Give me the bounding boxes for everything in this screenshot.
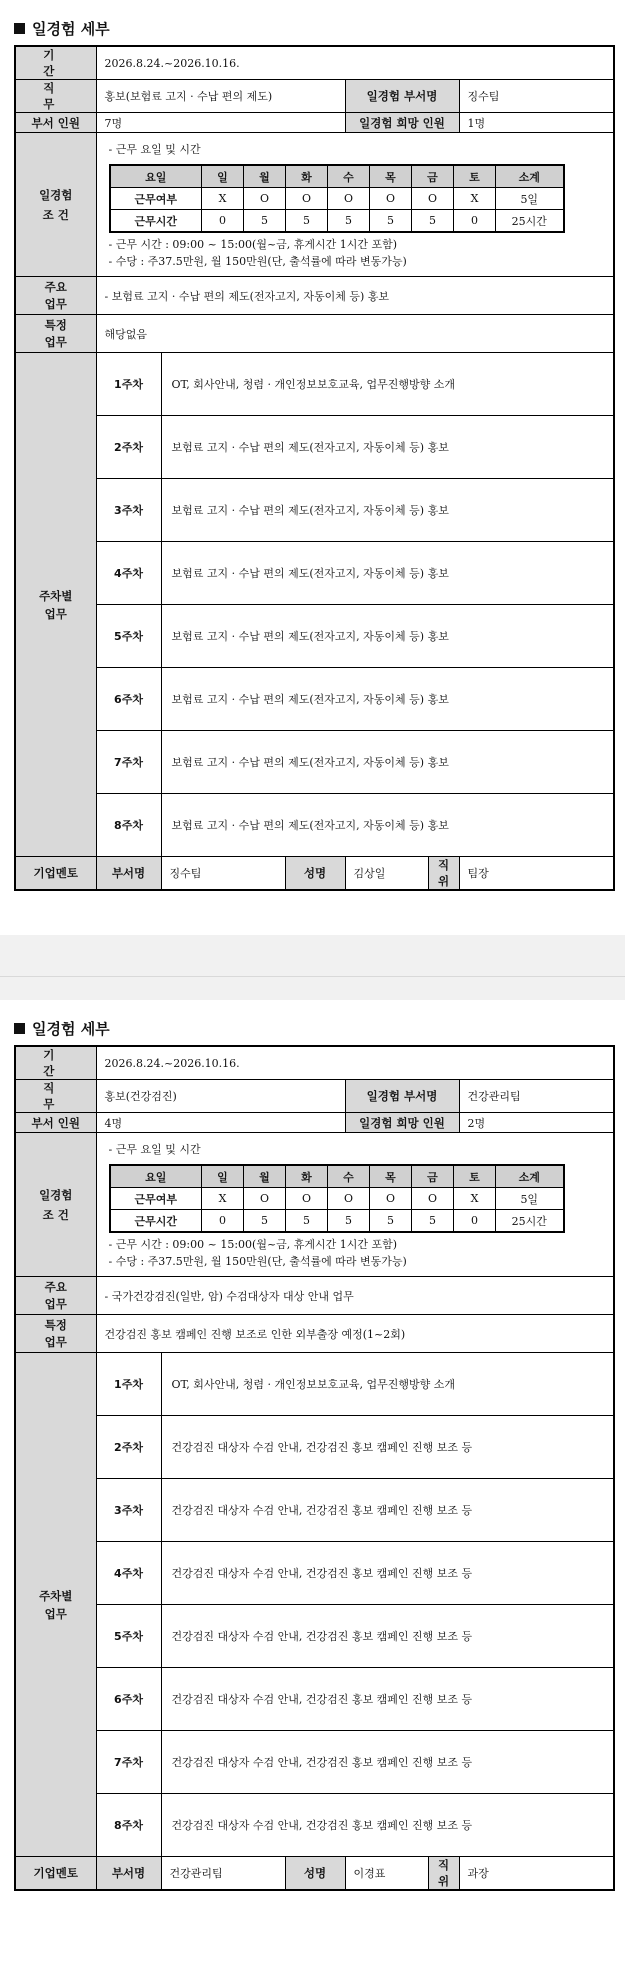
work-cell: O <box>370 1188 412 1210</box>
hope-count-label: 일경험 희망 인원 <box>345 1113 459 1133</box>
staff-row <box>15 113 614 133</box>
schedule-header: 금 <box>412 165 454 188</box>
mentor-row <box>15 1857 614 1891</box>
condition-note: - 수당 : 주37.5만원, 월 150만원(단, 출석률에 따라 변동가능) <box>108 1255 407 1268</box>
dept-staff-value: 4명 <box>96 1113 345 1133</box>
work-experience-table <box>14 1045 615 1891</box>
work-cell: O <box>328 188 370 210</box>
condition-label: 일경험 조 건 <box>15 1133 96 1277</box>
schedule-work-row <box>110 188 564 210</box>
mentor-name-value: 이경표 <box>345 1857 428 1891</box>
week-row <box>15 794 614 857</box>
mentor-name-label: 성명 <box>285 1857 345 1891</box>
work-cell: X <box>454 188 496 210</box>
mentor-label: 기업멘토 <box>15 857 96 891</box>
week-task: 건강검진 대상자 수검 안내, 건강검진 홍보 캠페인 진행 보조 등 <box>161 1479 614 1542</box>
hope-count-label: 일경험 희망 인원 <box>345 113 459 133</box>
mentor-dept-value: 건강관리팀 <box>161 1857 285 1891</box>
main-task-value: - 보험료 고지 · 수납 편의 제도(전자고지, 자동이체 등) 홍보 <box>96 277 614 315</box>
hours-cell: 5 <box>244 1210 286 1233</box>
staff-row <box>15 1113 614 1133</box>
work-schedule-table <box>109 1164 565 1233</box>
schedule-header: 수 <box>328 1165 370 1188</box>
schedule-hours-row <box>110 1210 564 1233</box>
hope-count-value: 2명 <box>459 1113 614 1133</box>
work-cell: O <box>412 188 454 210</box>
week-row <box>15 416 614 479</box>
special-task-value: 해당없음 <box>96 315 614 353</box>
work-cell: X <box>202 1188 244 1210</box>
mentor-row <box>15 857 614 891</box>
week-task: 보험료 고지 · 수납 편의 제도(전자고지, 자동이체 등) 홍보 <box>161 605 614 668</box>
weekly-task-label: 주차별 업무 <box>15 353 96 857</box>
schedule-header: 금 <box>412 1165 454 1188</box>
week-task: 보험료 고지 · 수납 편의 제도(전자고지, 자동이체 등) 홍보 <box>161 542 614 605</box>
work-cell: O <box>412 1188 454 1210</box>
hours-row-label: 근무시간 <box>110 1210 202 1233</box>
condition-note: - 수당 : 주37.5만원, 월 150만원(단, 출석률에 따라 변동가능) <box>108 255 407 268</box>
dept-name-value: 징수팀 <box>459 80 614 113</box>
schedule-header-row <box>110 165 564 188</box>
week-task: 보험료 고지 · 수납 편의 제도(전자고지, 자동이체 등) 홍보 <box>161 668 614 731</box>
week-label: 3주차 <box>96 479 161 542</box>
special-task-label: 특정 업무 <box>15 1315 96 1353</box>
week-task: 보험료 고지 · 수납 편의 제도(전자고지, 자동이체 등) 홍보 <box>161 794 614 857</box>
special-task-value: 건강검진 홍보 캠페인 진행 보조로 인한 외부출장 예정(1~2회) <box>96 1315 614 1353</box>
week-task: 건강검진 대상자 수검 안내, 건강검진 홍보 캠페인 진행 보조 등 <box>161 1542 614 1605</box>
duty-value: 홍보(건강검진) <box>96 1080 345 1113</box>
hours-row-label: 근무시간 <box>110 210 202 233</box>
section-heading-text: 일경험 세부 <box>32 20 110 38</box>
mentor-dept-value: 징수팀 <box>161 857 285 891</box>
week-row <box>15 1605 614 1668</box>
week-label: 7주차 <box>96 731 161 794</box>
week-label: 6주차 <box>96 668 161 731</box>
dept-name-label: 일경험 부서명 <box>345 1080 459 1113</box>
schedule-header: 일 <box>202 165 244 188</box>
schedule-header: 목 <box>370 1165 412 1188</box>
main-task-label: 주요 업무 <box>15 277 96 315</box>
week-task: 건강검진 대상자 수검 안내, 건강검진 홍보 캠페인 진행 보조 등 <box>161 1731 614 1794</box>
hours-cell: 25시간 <box>496 210 564 233</box>
schedule-header: 토 <box>454 1165 496 1188</box>
schedule-header: 일 <box>202 1165 244 1188</box>
mentor-dept-label: 부서명 <box>96 857 161 891</box>
hours-cell: 5 <box>412 210 454 233</box>
hours-cell: 0 <box>202 1210 244 1233</box>
duty-label: 직 무 <box>15 80 96 113</box>
mentor-name-value: 김상일 <box>345 857 428 891</box>
period-value: 2026.8.24.~2026.10.16. <box>96 46 614 80</box>
week-row <box>15 1731 614 1794</box>
dept-name-label: 일경험 부서명 <box>345 80 459 113</box>
week-task: 건강검진 대상자 수검 안내, 건강검진 홍보 캠페인 진행 보조 등 <box>161 1794 614 1857</box>
dept-staff-label: 부서 인원 <box>15 113 96 133</box>
mentor-position-value: 과장 <box>459 1857 614 1891</box>
weekly-task-label: 주차별 업무 <box>15 1353 96 1857</box>
week-label: 1주차 <box>96 353 161 416</box>
mentor-name-label: 성명 <box>285 857 345 891</box>
section-heading <box>14 18 110 39</box>
schedule-header: 소계 <box>496 165 564 188</box>
week-label: 2주차 <box>96 416 161 479</box>
special-task-row <box>15 1315 614 1353</box>
condition-cell <box>96 1133 614 1277</box>
week-row <box>15 353 614 416</box>
week-row <box>15 1668 614 1731</box>
schedule-header: 화 <box>286 165 328 188</box>
week-row <box>15 605 614 668</box>
schedule-header: 월 <box>244 1165 286 1188</box>
condition-row <box>15 1133 614 1277</box>
hours-cell: 5 <box>370 1210 412 1233</box>
condition-row <box>15 133 614 277</box>
duty-row <box>15 80 614 113</box>
schedule-header: 토 <box>454 165 496 188</box>
section-heading-text: 일경험 세부 <box>32 1020 110 1038</box>
schedule-header-row <box>110 1165 564 1188</box>
week-task: OT, 회사안내, 청렴 · 개인정보보호교육, 업무진행방향 소개 <box>161 353 614 416</box>
condition-label: 일경험 조 건 <box>15 133 96 277</box>
condition-note: - 근무 시간 : 09:00 ~ 15:00(월~금, 휴게시간 1시간 포함) <box>108 238 398 251</box>
work-schedule-table <box>109 164 565 233</box>
week-label: 4주차 <box>96 542 161 605</box>
work-cell: O <box>286 1188 328 1210</box>
schedule-header: 화 <box>286 1165 328 1188</box>
hours-cell: 0 <box>202 210 244 233</box>
work-experience-table <box>14 45 615 891</box>
main-task-row <box>15 277 614 315</box>
document-page-2 <box>0 1000 625 1973</box>
week-task: 건강검진 대상자 수검 안내, 건강검진 홍보 캠페인 진행 보조 등 <box>161 1416 614 1479</box>
work-row-label: 근무여부 <box>110 188 202 210</box>
hours-cell: 5 <box>412 1210 454 1233</box>
duty-row <box>15 1080 614 1113</box>
duty-value: 홍보(보험료 고지 · 수납 편의 제도) <box>96 80 345 113</box>
week-task: 보험료 고지 · 수납 편의 제도(전자고지, 자동이체 등) 홍보 <box>161 731 614 794</box>
schedule-header: 요일 <box>110 1165 202 1188</box>
week-label: 8주차 <box>96 1794 161 1857</box>
work-cell: X <box>454 1188 496 1210</box>
week-task: 건강검진 대상자 수검 안내, 건강검진 홍보 캠페인 진행 보조 등 <box>161 1668 614 1731</box>
week-label: 2주차 <box>96 1416 161 1479</box>
special-task-row <box>15 315 614 353</box>
main-task-label: 주요 업무 <box>15 1277 96 1315</box>
week-label: 1주차 <box>96 1353 161 1416</box>
schedule-header: 요일 <box>110 165 202 188</box>
week-row <box>15 1479 614 1542</box>
week-label: 3주차 <box>96 1479 161 1542</box>
condition-intro: - 근무 요일 및 시간 <box>108 1143 201 1156</box>
hours-cell: 5 <box>286 210 328 233</box>
work-cell: X <box>202 188 244 210</box>
hours-cell: 5 <box>328 1210 370 1233</box>
week-label: 5주차 <box>96 605 161 668</box>
mentor-label: 기업멘토 <box>15 1857 96 1891</box>
work-cell: O <box>286 188 328 210</box>
period-label: 기 간 <box>15 1046 96 1080</box>
week-task: 보험료 고지 · 수납 편의 제도(전자고지, 자동이체 등) 홍보 <box>161 416 614 479</box>
week-label: 8주차 <box>96 794 161 857</box>
schedule-work-row <box>110 1188 564 1210</box>
separator-line <box>0 976 625 977</box>
week-task: OT, 회사안내, 청렴 · 개인정보보호교육, 업무진행방향 소개 <box>161 1353 614 1416</box>
work-row-label: 근무여부 <box>110 1188 202 1210</box>
week-row <box>15 668 614 731</box>
work-cell: O <box>244 1188 286 1210</box>
document-page-1 <box>0 0 625 935</box>
week-row <box>15 1416 614 1479</box>
schedule-header: 소계 <box>496 1165 564 1188</box>
condition-cell <box>96 133 614 277</box>
week-label: 7주차 <box>96 1731 161 1794</box>
week-row <box>15 542 614 605</box>
work-cell: 5일 <box>496 188 564 210</box>
week-row <box>15 731 614 794</box>
mentor-position-label: 직위 <box>428 857 459 891</box>
hours-cell: 5 <box>286 1210 328 1233</box>
week-label: 4주차 <box>96 1542 161 1605</box>
mentor-position-value: 팀장 <box>459 857 614 891</box>
dept-staff-value: 7명 <box>96 113 345 133</box>
work-cell: 5일 <box>496 1188 564 1210</box>
hours-cell: 25시간 <box>496 1210 564 1233</box>
week-row <box>15 1353 614 1416</box>
dept-staff-label: 부서 인원 <box>15 1113 96 1133</box>
condition-note: - 근무 시간 : 09:00 ~ 15:00(월~금, 휴게시간 1시간 포함) <box>108 1238 398 1251</box>
week-task: 보험료 고지 · 수납 편의 제도(전자고지, 자동이체 등) 홍보 <box>161 479 614 542</box>
period-row <box>15 46 614 80</box>
work-cell: O <box>244 188 286 210</box>
schedule-header: 수 <box>328 165 370 188</box>
week-row <box>15 1794 614 1857</box>
period-value: 2026.8.24.~2026.10.16. <box>96 1046 614 1080</box>
hours-cell: 5 <box>370 210 412 233</box>
main-task-row <box>15 1277 614 1315</box>
special-task-label: 특정 업무 <box>15 315 96 353</box>
week-row <box>15 1542 614 1605</box>
section-heading <box>14 1018 110 1039</box>
week-row <box>15 479 614 542</box>
schedule-header: 목 <box>370 165 412 188</box>
main-task-value: - 국가건강검진(일반, 암) 수검대상자 대상 안내 업무 <box>96 1277 614 1315</box>
week-task: 건강검진 대상자 수검 안내, 건강검진 홍보 캠페인 진행 보조 등 <box>161 1605 614 1668</box>
period-row <box>15 1046 614 1080</box>
period-label: 기 간 <box>15 46 96 80</box>
dept-name-value: 건강관리팀 <box>459 1080 614 1113</box>
week-label: 5주차 <box>96 1605 161 1668</box>
hope-count-value: 1명 <box>459 113 614 133</box>
work-cell: O <box>328 1188 370 1210</box>
hours-cell: 0 <box>454 1210 496 1233</box>
work-cell: O <box>370 188 412 210</box>
square-bullet-icon <box>14 1023 25 1034</box>
hours-cell: 5 <box>328 210 370 233</box>
mentor-dept-label: 부서명 <box>96 1857 161 1891</box>
hours-cell: 0 <box>454 210 496 233</box>
schedule-hours-row <box>110 210 564 233</box>
mentor-position-label: 직위 <box>428 1857 459 1891</box>
schedule-header: 월 <box>244 165 286 188</box>
square-bullet-icon <box>14 23 25 34</box>
page-separator <box>0 935 625 1000</box>
duty-label: 직 무 <box>15 1080 96 1113</box>
week-label: 6주차 <box>96 1668 161 1731</box>
condition-intro: - 근무 요일 및 시간 <box>108 143 201 156</box>
hours-cell: 5 <box>244 210 286 233</box>
